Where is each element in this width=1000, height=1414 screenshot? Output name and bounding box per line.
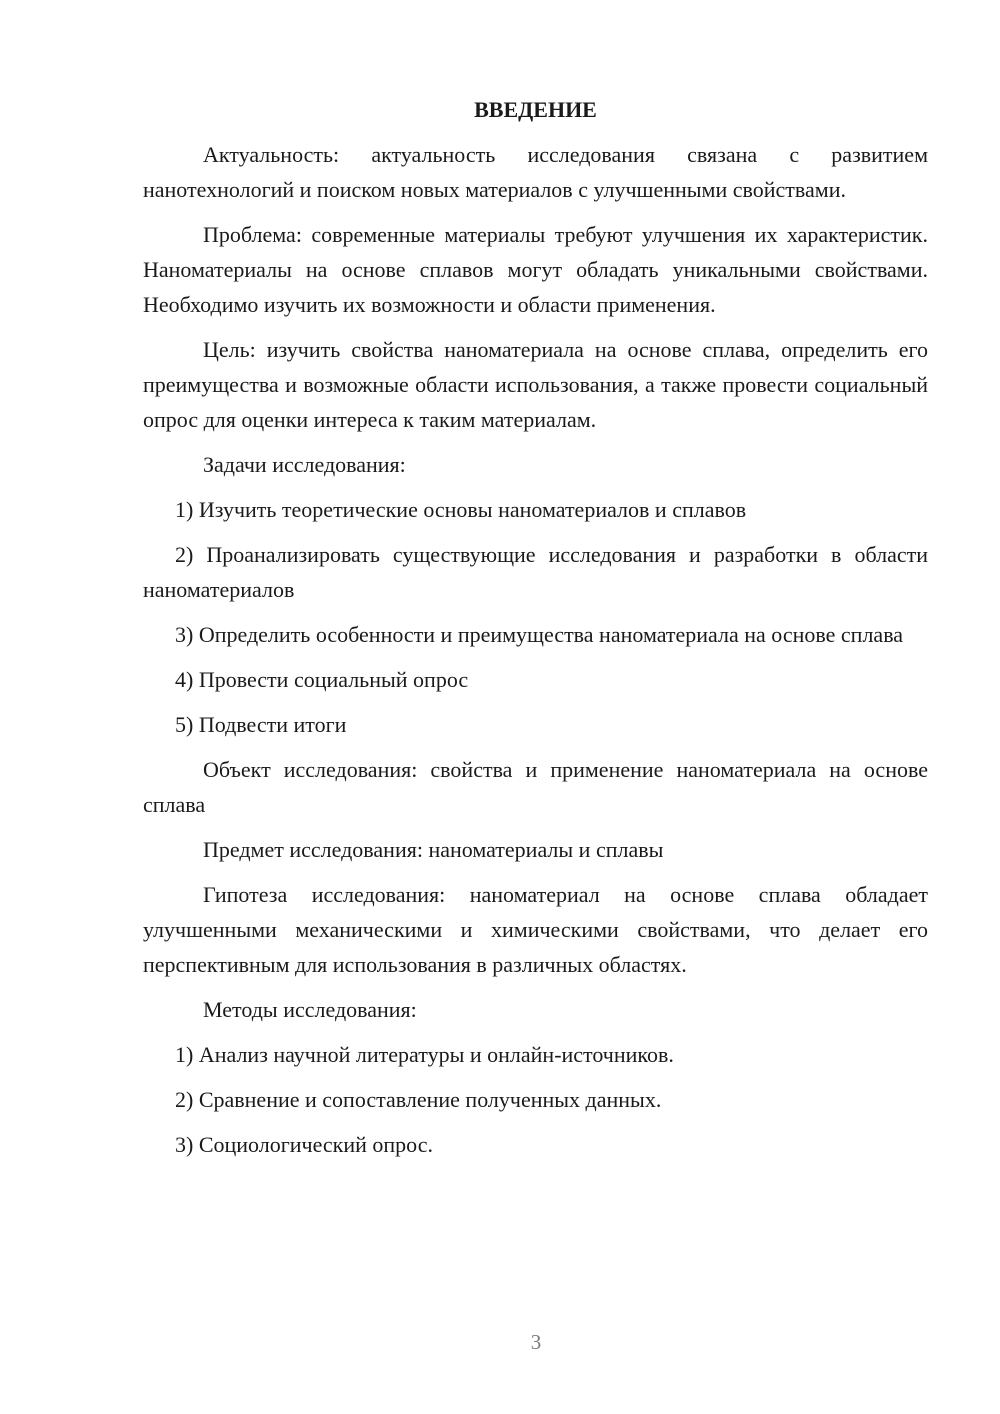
problem-paragraph: Проблема: современные материалы требуют улучшения их характеристик. Наноматериалы на основе сплавов могут обладать уникальными свойствами. Необходимо изучить их возможности и области применения. [143,222,928,317]
method-item: 1) Анализ научной литературы и онлайн-источников. [175,1042,674,1067]
hypothesis-paragraph: Гипотеза исследования: наноматериал на основе сплава обладает улучшенными механическими и химическими свойствами, что делает его перспективным для использования в различных областях. [143,882,928,977]
page-number: 3 [530,1330,542,1354]
tasks-heading: Задачи исследования: [203,452,406,477]
task-item: 3) Определить особенности и преимущества наноматериала на основе сплава [175,622,904,647]
task-item: 4) Провести социальный опрос [175,667,469,692]
goal-paragraph: Цель: изучить свойства наноматериала на основе сплава, определить его преимущества и возможные области использования, а также провести социальный опрос для оценки интереса к таким материалам. [143,337,928,432]
method-item: 3) Социологический опрос. [175,1132,433,1157]
task-item: 2) Проанализировать существующие исследования и разработки в области наноматериалов [143,542,928,602]
section-title: ВВЕДЕНИЕ [474,97,597,122]
object-paragraph: Объект исследования: свойства и применение наноматериала на основе сплава [143,757,928,817]
subject-paragraph: Предмет исследования: наноматериалы и сплавы [203,837,664,862]
methods-heading: Методы исследования: [203,997,417,1022]
document-page [143,92,928,1172]
relevance-paragraph: Актуальность: актуальность исследования связана с развитием нанотехнологий и поиском новых материалов с улучшенными свойствами. [143,142,928,202]
task-item: 5) Подвести итоги [175,712,347,737]
task-item: 1) Изучить теоретические основы наноматериалов и сплавов [175,497,747,522]
method-item: 2) Сравнение и сопоставление полученных данных. [175,1087,662,1112]
